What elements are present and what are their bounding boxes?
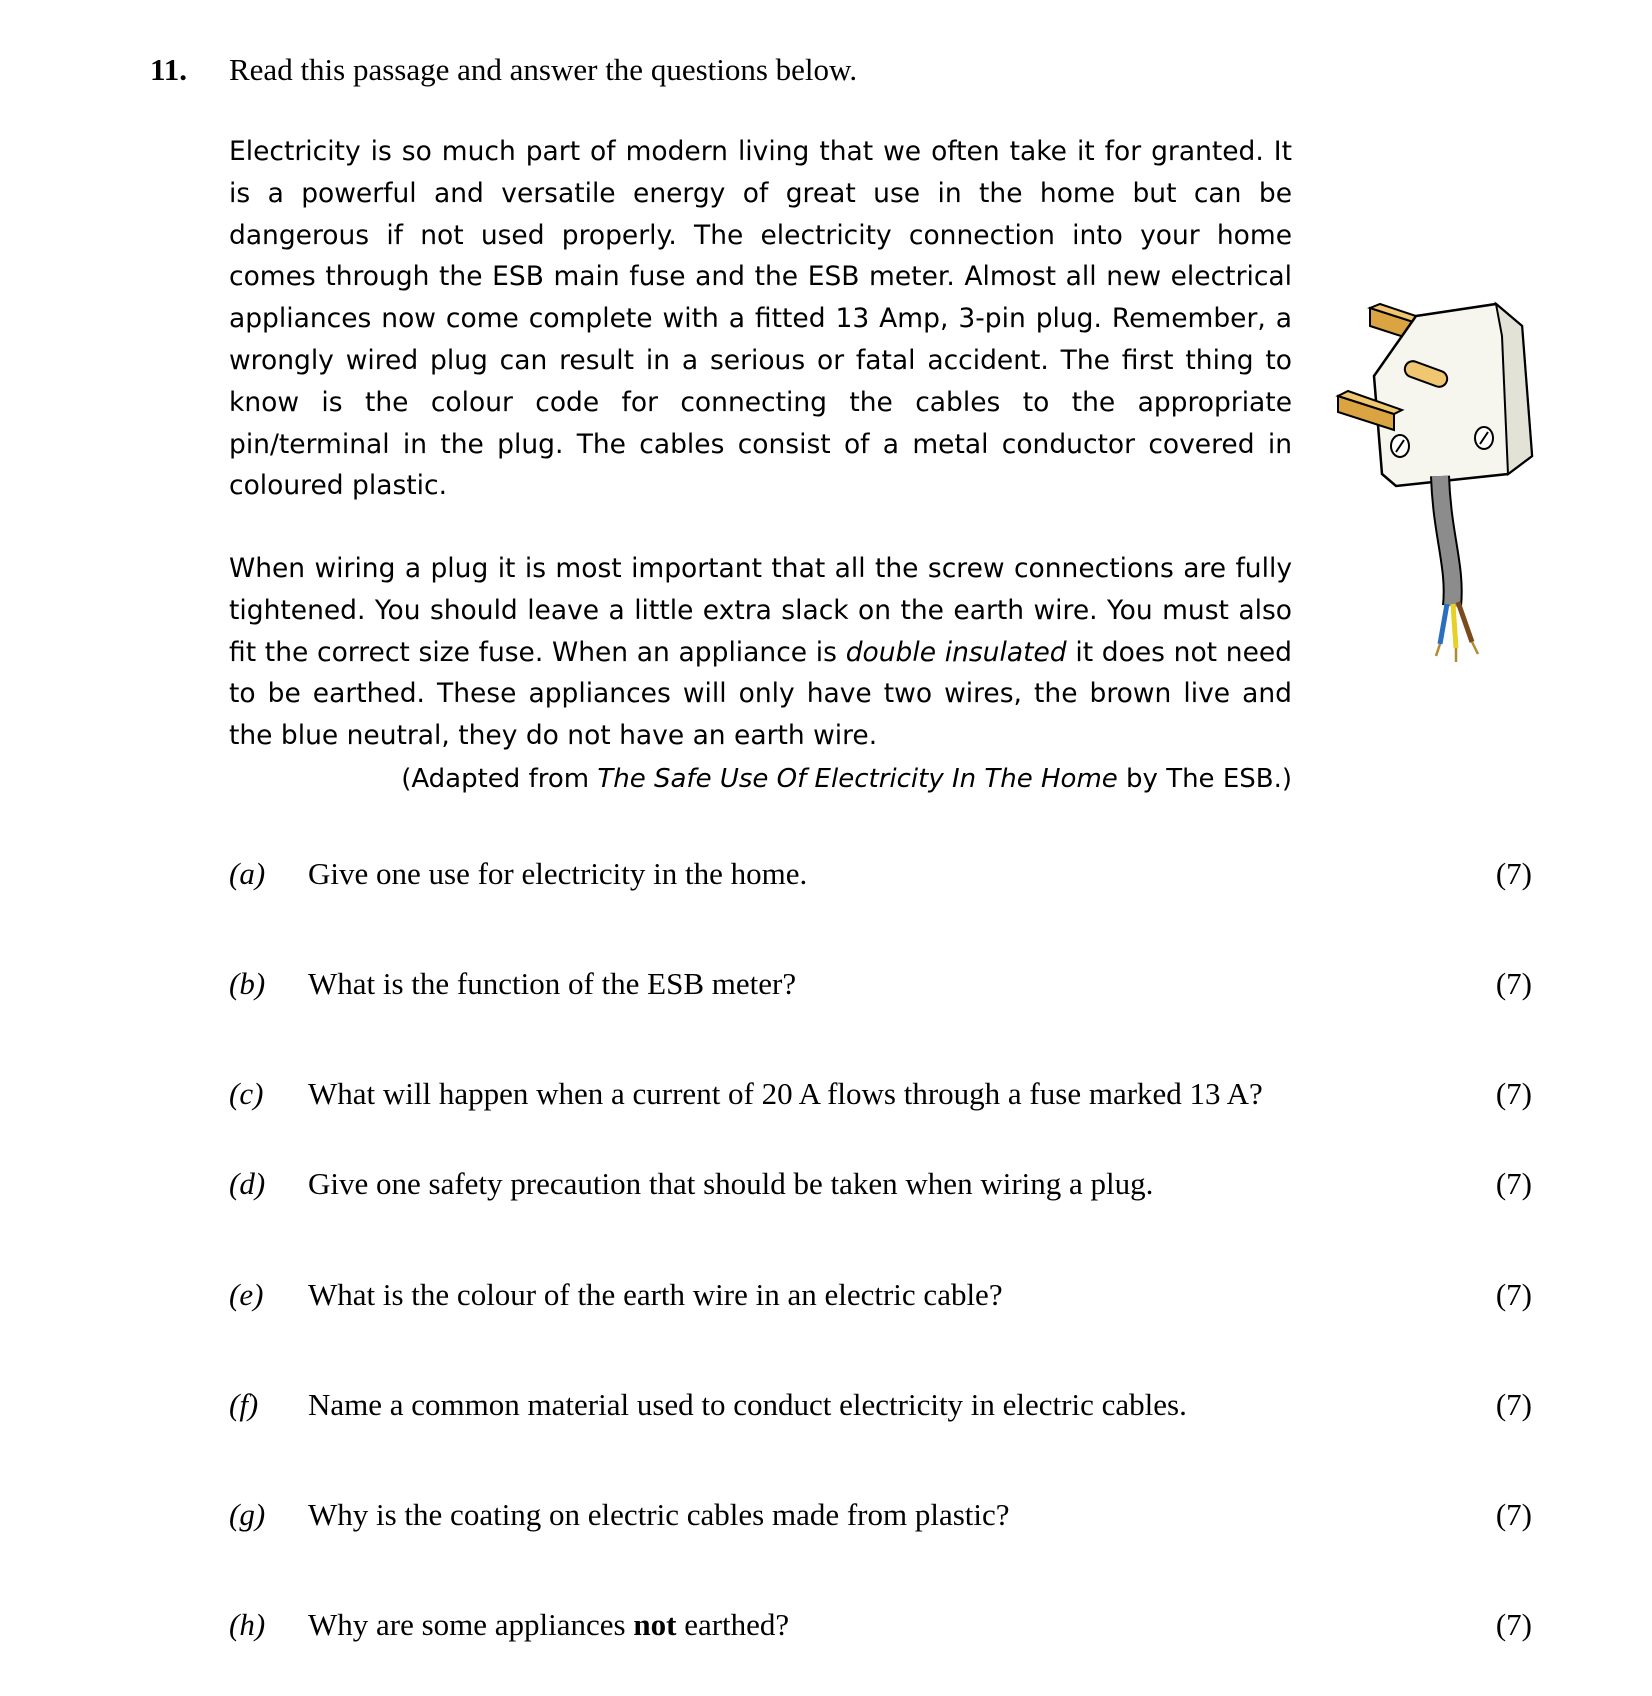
subquestion-label: (a) bbox=[229, 856, 266, 891]
marks: (7) bbox=[1495, 1076, 1532, 1111]
subquestion-f bbox=[229, 1387, 1532, 1431]
source-suffix: by The ESB.) bbox=[1117, 764, 1292, 794]
subquestion-text: What is the function of the ESB meter? bbox=[308, 966, 797, 1001]
subquestion-h bbox=[229, 1607, 1532, 1651]
subquestion-c bbox=[229, 1076, 1532, 1120]
marks: (7) bbox=[1495, 856, 1532, 891]
subquestion-text: What will happen when a current of 20 A flows through a fuse marked 13 A? bbox=[308, 1076, 1263, 1111]
subquestion-e bbox=[229, 1277, 1532, 1321]
emphasis-text: double insulated bbox=[845, 636, 1067, 668]
passage-text: it does not need to be earthed. These appliances will only have two wires, the brown live and the blue neutral, they do not have an earth wire. bbox=[229, 636, 1293, 752]
subquestion-label: (h) bbox=[229, 1607, 266, 1642]
earth-wire bbox=[1453, 604, 1456, 648]
subquestion-text: Give one use for electricity in the home. bbox=[308, 856, 808, 891]
subquestion-label: (b) bbox=[229, 966, 266, 1001]
subquestion-text-part: earthed? bbox=[676, 1607, 790, 1642]
subquestion-text bbox=[308, 1607, 789, 1643]
marks: (7) bbox=[1495, 1497, 1532, 1532]
live-wire bbox=[1458, 602, 1472, 642]
subquestion-b bbox=[229, 966, 1532, 1010]
plug-icon bbox=[1326, 296, 1556, 676]
passage-paragraph-2 bbox=[229, 548, 1292, 757]
marks: (7) bbox=[1495, 1166, 1532, 1201]
subquestion-label: (d) bbox=[229, 1166, 266, 1201]
subquestion-a bbox=[229, 856, 1532, 900]
source-title: The Safe Use Of Electricity In The Home bbox=[597, 764, 1118, 794]
subquestion-label: (g) bbox=[229, 1497, 266, 1532]
marks: (7) bbox=[1495, 1607, 1532, 1642]
marks: (7) bbox=[1495, 1277, 1532, 1312]
subquestion-text-part: Why are some appliances bbox=[308, 1607, 634, 1642]
passage-text: When wiring a plug it is most important that all the screw connections are fully tightened. You should leave a little extra slack on the earth wire. You must also fit the correct size fuse. When an appliance is bbox=[229, 553, 1292, 668]
subquestion-g bbox=[229, 1497, 1532, 1541]
emphasis-text: not bbox=[633, 1607, 677, 1642]
subquestion-text: What is the colour of the earth wire in an electric cable? bbox=[308, 1277, 1003, 1312]
question-number: 11. bbox=[150, 52, 188, 87]
marks: (7) bbox=[1495, 1387, 1532, 1422]
subquestion-text: Name a common material used to conduct electricity in electric cables. bbox=[308, 1387, 1187, 1422]
question-intro: Read this passage and answer the questions below. bbox=[229, 52, 858, 87]
subquestion-text: Why is the coating on electric cables made from plastic? bbox=[308, 1497, 1010, 1532]
subquestion-d bbox=[229, 1166, 1532, 1210]
source-citation bbox=[401, 764, 1292, 794]
subquestion-label: (e) bbox=[229, 1277, 264, 1312]
neutral-wire bbox=[1440, 604, 1447, 644]
subquestion-text: Give one safety precaution that should be taken when wiring a plug. bbox=[308, 1166, 1154, 1201]
subquestion-label: (f) bbox=[229, 1387, 259, 1422]
subquestion-label: (c) bbox=[229, 1076, 264, 1111]
source-prefix: (Adapted from bbox=[401, 764, 598, 794]
passage-paragraph-1: Electricity is so much part of modern living that we often take it for granted. It is a powerful and versatile energy of great use in the home but can be dangerous if not used properly. The electricity connection into your home comes through the ESB main fuse and the ESB meter. Almost all new electrical appliances now come complete with a fitted 13 Amp, 3-pin plug. Remember, a wrongly wired plug can result in a serious or fatal accident. The first thing to know is the colour code for connecting the cables to the appropriate pin/terminal in the plug. The cables consist of a metal conductor covered in coloured plastic. bbox=[229, 136, 1292, 502]
marks: (7) bbox=[1495, 966, 1532, 1001]
